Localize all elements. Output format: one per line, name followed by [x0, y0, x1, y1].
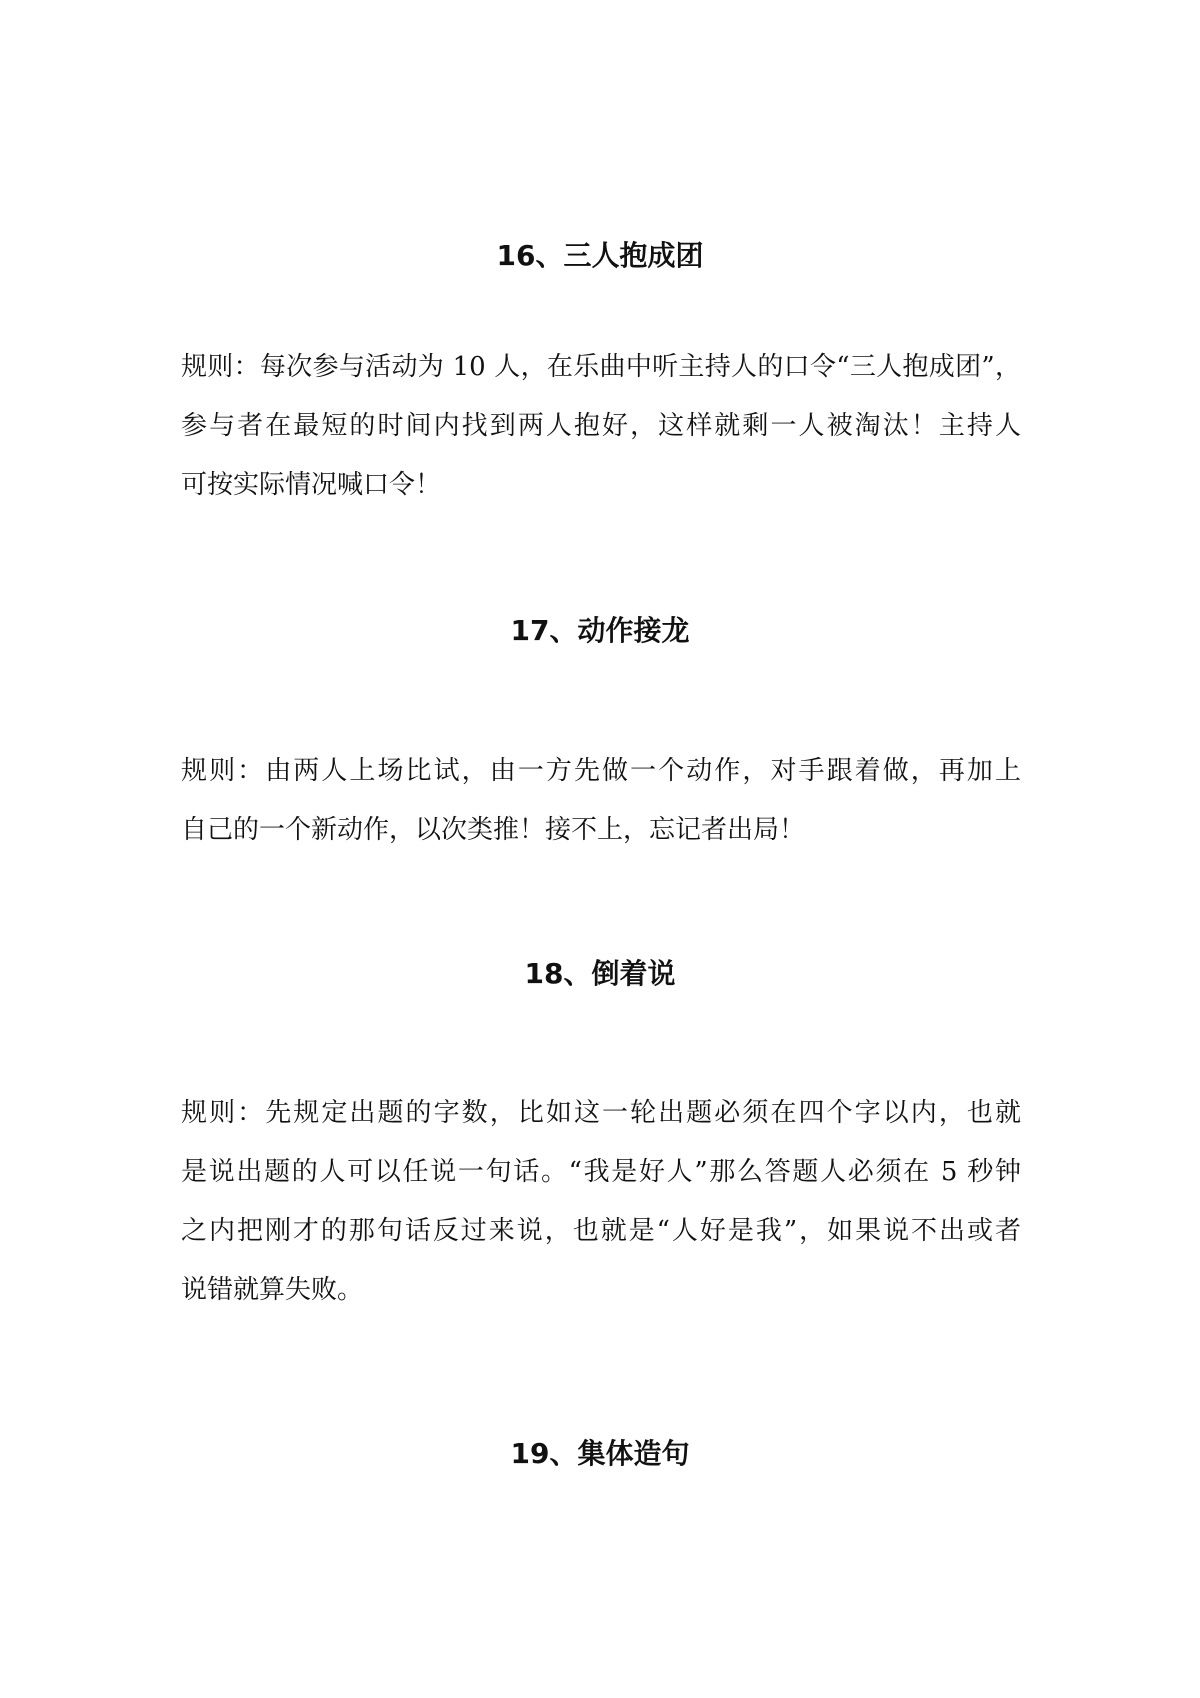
rule-line: 规则：由两人上场比试，由一方先做一个动作，对手跟着做，再加上: [181, 756, 1021, 786]
section-heading-18: 18、倒着说: [524, 957, 676, 990]
rule-line: 可按实际情况喊口令！: [181, 470, 442, 500]
rule-line: 是说出题的人可以任说一句话。“我是好人”那么答题人必须在 5 秒钟: [181, 1157, 1021, 1187]
section-heading-19: 19、集体造句: [510, 1437, 690, 1470]
rule-line: 说错就算失败。: [181, 1275, 364, 1305]
rule-line: 参与者在最短的时间内找到两人抱好，这样就剩一人被淘汰！主持人: [181, 411, 1021, 441]
rule-line: 规则：每次参与活动为 10 人，在乐曲中听主持人的口令“三人抱成团”，: [181, 352, 1021, 382]
rule-line: 自己的一个新动作，以次类推！接不上，忘记者出局！: [181, 815, 806, 845]
section-heading-16: 16、三人抱成团: [496, 239, 704, 272]
rule-line: 之内把刚才的那句话反过来说，也就是“人好是我”，如果说不出或者: [181, 1216, 1021, 1246]
rule-line: 规则：先规定出题的字数，比如这一轮出题必须在四个字以内，也就: [181, 1098, 1021, 1128]
section-heading-17: 17、动作接龙: [510, 614, 690, 647]
